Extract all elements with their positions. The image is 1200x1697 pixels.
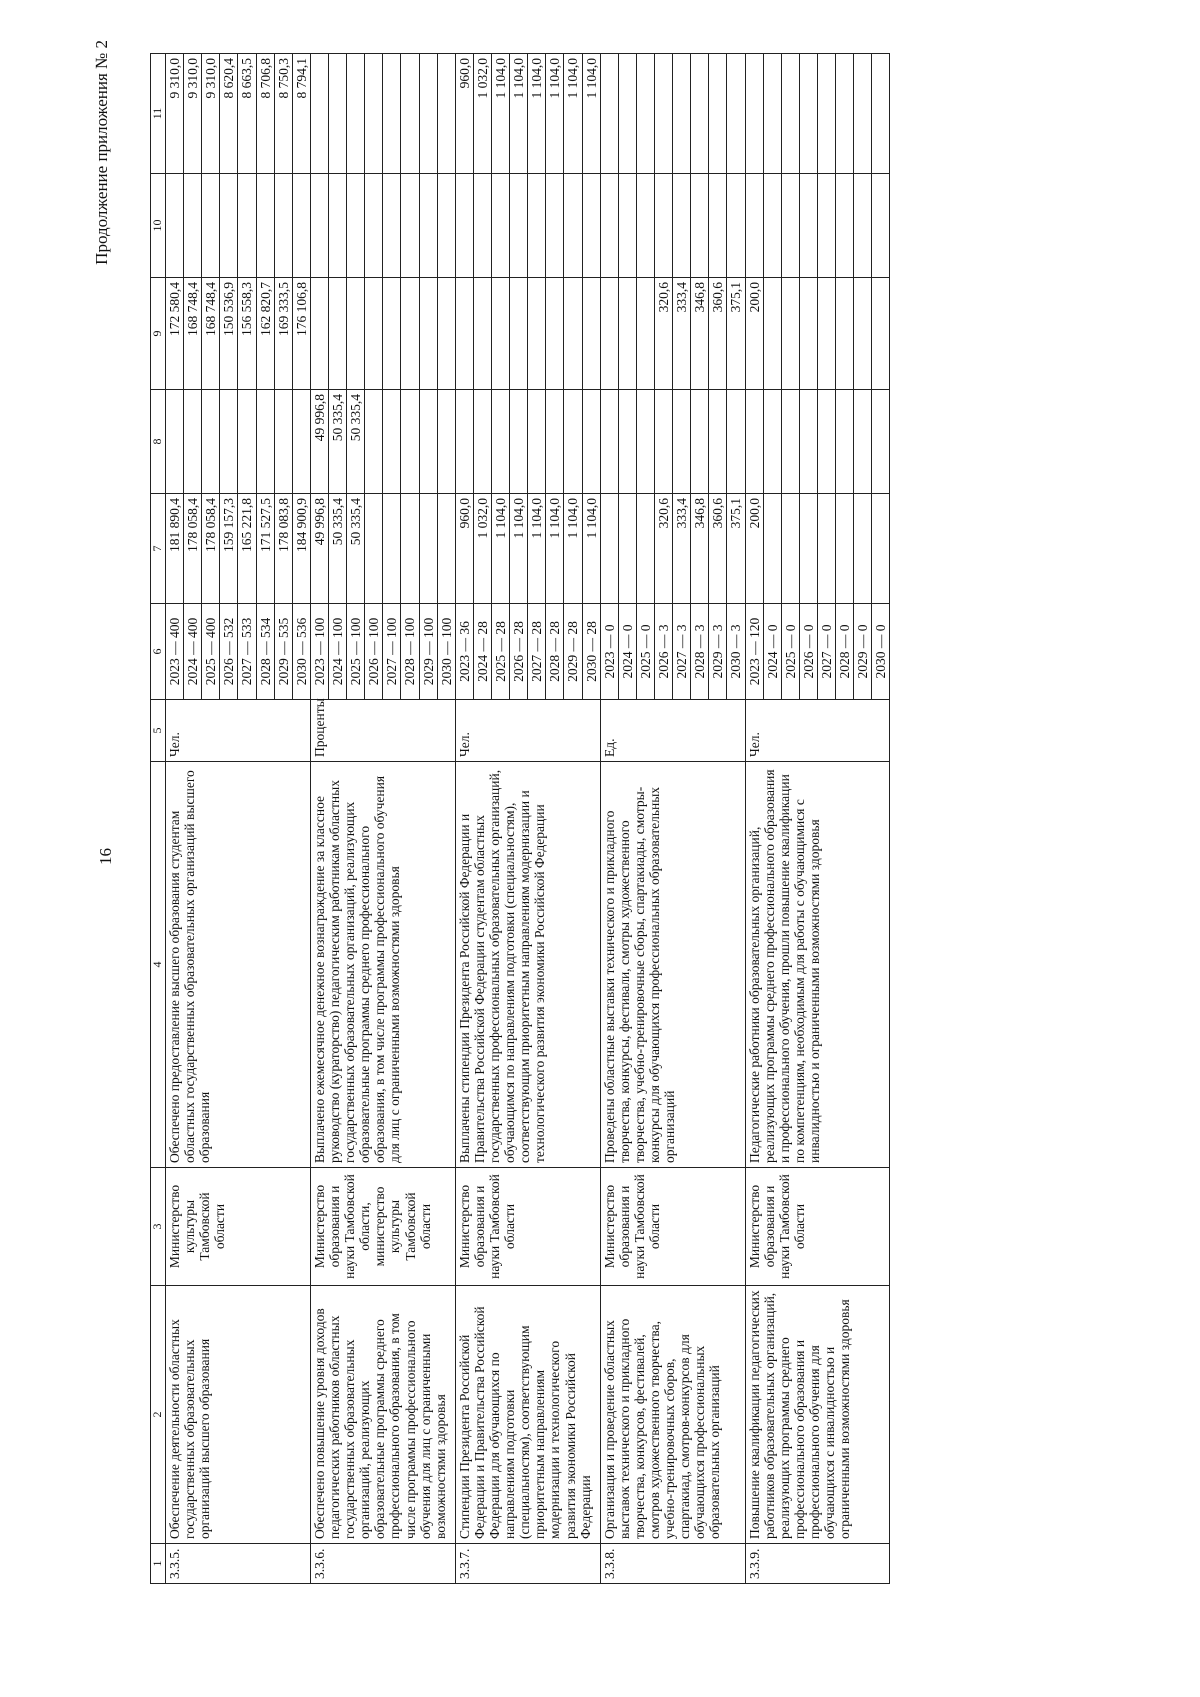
value-regional: 168 748,4 — [202, 278, 220, 390]
item-result: Обеспечено предоставление высшего образования студентам областных государственных образовательных организаций высшего образования — [166, 762, 311, 1168]
value-regional — [799, 278, 817, 390]
value-total: 1 104,0 — [546, 494, 564, 604]
year-value: 2023 — 0 — [600, 604, 618, 700]
value-total — [437, 494, 455, 604]
value-federal — [238, 390, 256, 494]
value-regional — [817, 278, 835, 390]
value-regional: 176 106,8 — [292, 278, 310, 390]
table-row — [166, 54, 184, 1584]
page-number: 16 — [96, 848, 115, 865]
value-regional — [365, 278, 383, 390]
year-value: 2023 — 400 — [166, 604, 184, 700]
value-other — [419, 54, 437, 174]
value-federal — [491, 390, 509, 494]
value-local — [401, 174, 419, 278]
value-total — [817, 494, 835, 604]
value-local — [328, 174, 346, 278]
value-local — [184, 174, 202, 278]
value-total — [401, 494, 419, 604]
column-header-9: 9 — [151, 278, 166, 390]
value-regional: 172 580,4 — [166, 278, 184, 390]
value-federal — [799, 390, 817, 494]
column-header-5: 5 — [151, 700, 166, 762]
value-federal — [184, 390, 202, 494]
column-header-8: 8 — [151, 390, 166, 494]
value-total: 960,0 — [455, 494, 473, 604]
value-federal — [166, 390, 184, 494]
value-regional — [636, 278, 654, 390]
value-federal — [673, 390, 691, 494]
value-other: 8 620,4 — [220, 54, 238, 174]
value-regional — [763, 278, 781, 390]
value-local — [473, 174, 491, 278]
value-other — [636, 54, 654, 174]
value-local — [836, 174, 854, 278]
value-local — [166, 174, 184, 278]
value-federal — [292, 390, 310, 494]
year-value: 2029 — 535 — [274, 604, 292, 700]
table-row — [745, 54, 763, 1584]
value-local — [817, 174, 835, 278]
value-regional — [347, 278, 365, 390]
value-other — [763, 54, 781, 174]
item-number: 3.3.5. — [166, 1544, 311, 1584]
value-total — [799, 494, 817, 604]
value-regional: 162 820,7 — [256, 278, 274, 390]
item-name: Стипендии Президента Российской Федерации и Правительства Российской Федерации для обучающихся по направлениям подготовки (специальностям), соответствующим приоритетным направлениям модернизации и технологического развития экономики Российской Федерации — [455, 1286, 600, 1544]
value-other: 8 663,5 — [238, 54, 256, 174]
value-other — [654, 54, 672, 174]
year-value: 2026 — 0 — [799, 604, 817, 700]
value-local — [546, 174, 564, 278]
program-table — [150, 53, 890, 1584]
value-other: 1 104,0 — [582, 54, 600, 174]
value-regional — [546, 278, 564, 390]
value-local — [383, 174, 401, 278]
value-regional — [328, 278, 346, 390]
value-federal — [654, 390, 672, 494]
value-federal — [854, 390, 872, 494]
year-value: 2027 — 3 — [673, 604, 691, 700]
value-regional: 320,6 — [654, 278, 672, 390]
year-value: 2023 — 36 — [455, 604, 473, 700]
value-federal — [564, 390, 582, 494]
item-number: 3.3.7. — [455, 1544, 600, 1584]
continuation-note: Продолжение приложения № 2 — [92, 40, 111, 265]
value-other — [618, 54, 636, 174]
value-federal — [419, 390, 437, 494]
value-federal — [473, 390, 491, 494]
year-value: 2023 — 100 — [310, 604, 328, 700]
value-total: 1 104,0 — [510, 494, 528, 604]
value-federal — [763, 390, 781, 494]
item-executor: Министерство образования и науки Тамбовской области — [600, 1168, 745, 1286]
value-local — [437, 174, 455, 278]
value-total: 50 335,4 — [347, 494, 365, 604]
value-regional: 168 748,4 — [184, 278, 202, 390]
value-federal — [510, 390, 528, 494]
column-header-6: 6 — [151, 604, 166, 700]
item-unit: Чел. — [455, 700, 600, 762]
value-federal — [636, 390, 654, 494]
value-local — [256, 174, 274, 278]
value-other: 8 706,8 — [256, 54, 274, 174]
value-regional — [491, 278, 509, 390]
value-regional: 169 333,5 — [274, 278, 292, 390]
value-regional — [455, 278, 473, 390]
item-executor: Министерство культуры Тамбовской области — [166, 1168, 311, 1286]
item-executor: Министерство образования и науки Тамбовской области — [455, 1168, 600, 1286]
value-local — [365, 174, 383, 278]
value-total: 50 335,4 — [328, 494, 346, 604]
year-value: 2025 — 28 — [491, 604, 509, 700]
year-value: 2029 — 0 — [854, 604, 872, 700]
value-federal — [745, 390, 763, 494]
value-total — [781, 494, 799, 604]
year-value: 2030 — 0 — [872, 604, 890, 700]
item-name: Обеспечение деятельности областных государственных образовательных организаций высшего образования — [166, 1286, 311, 1544]
value-other — [872, 54, 890, 174]
value-total — [636, 494, 654, 604]
value-federal — [872, 390, 890, 494]
value-total: 1 032,0 — [473, 494, 491, 604]
value-total: 1 104,0 — [582, 494, 600, 604]
year-value: 2028 — 28 — [546, 604, 564, 700]
value-local — [654, 174, 672, 278]
value-regional — [401, 278, 419, 390]
value-local — [781, 174, 799, 278]
value-regional: 333,4 — [673, 278, 691, 390]
table-row — [600, 54, 618, 1584]
value-local — [709, 174, 727, 278]
value-regional — [872, 278, 890, 390]
value-local — [691, 174, 709, 278]
year-value: 2025 — 0 — [781, 604, 799, 700]
column-header-4: 4 — [151, 762, 166, 1168]
value-federal: 50 335,4 — [347, 390, 365, 494]
item-name: Повышение квалификации педагогических работников образовательных организаций, реализующих программы среднего профессионального образования и профессионального обучения для обучающихся с инвалидностью и ограниченными возможностями здоровья — [745, 1286, 890, 1544]
value-other: 1 032,0 — [473, 54, 491, 174]
value-total: 1 104,0 — [528, 494, 546, 604]
year-value: 2028 — 0 — [836, 604, 854, 700]
year-value: 2030 — 100 — [437, 604, 455, 700]
year-value: 2030 — 3 — [727, 604, 745, 700]
item-name: Организация и проведение областных выставок технического и прикладного творчества, конкурсов, фестивалей, смотров художественного творчества, учебно-тренировочных сборов, спартакиад, смотров-конкурсов для обучающихся профессиональных образовательных организаций — [600, 1286, 745, 1544]
item-unit: Чел. — [166, 700, 311, 762]
value-local — [238, 174, 256, 278]
value-federal — [817, 390, 835, 494]
value-local — [292, 174, 310, 278]
year-value: 2026 — 532 — [220, 604, 238, 700]
value-total: 320,6 — [654, 494, 672, 604]
value-local — [202, 174, 220, 278]
value-local — [618, 174, 636, 278]
year-value: 2029 — 28 — [564, 604, 582, 700]
value-other — [727, 54, 745, 174]
value-total — [836, 494, 854, 604]
value-federal — [383, 390, 401, 494]
value-regional — [310, 278, 328, 390]
value-federal — [836, 390, 854, 494]
year-value: 2024 — 100 — [328, 604, 346, 700]
value-other: 8 794,1 — [292, 54, 310, 174]
value-local — [347, 174, 365, 278]
value-local — [636, 174, 654, 278]
year-value: 2028 — 100 — [401, 604, 419, 700]
value-total: 49 996,8 — [310, 494, 328, 604]
value-local — [763, 174, 781, 278]
value-federal — [528, 390, 546, 494]
value-federal — [781, 390, 799, 494]
value-total: 360,6 — [709, 494, 727, 604]
year-value: 2025 — 100 — [347, 604, 365, 700]
value-total — [854, 494, 872, 604]
value-total: 375,1 — [727, 494, 745, 604]
value-other: 1 104,0 — [546, 54, 564, 174]
year-value: 2027 — 0 — [817, 604, 835, 700]
year-value: 2025 — 400 — [202, 604, 220, 700]
column-header-2: 2 — [151, 1286, 166, 1544]
value-regional: 200,0 — [745, 278, 763, 390]
year-value: 2030 — 536 — [292, 604, 310, 700]
value-other — [691, 54, 709, 174]
value-regional — [383, 278, 401, 390]
year-value: 2025 — 0 — [636, 604, 654, 700]
value-local — [528, 174, 546, 278]
value-federal — [220, 390, 238, 494]
value-local — [491, 174, 509, 278]
item-number: 3.3.9. — [745, 1544, 890, 1584]
column-header-10: 10 — [151, 174, 166, 278]
value-other — [383, 54, 401, 174]
value-federal — [274, 390, 292, 494]
value-regional — [437, 278, 455, 390]
value-federal — [401, 390, 419, 494]
item-unit: Чел. — [745, 700, 890, 762]
item-unit: Проценты — [310, 700, 455, 762]
value-total: 184 900,9 — [292, 494, 310, 604]
value-total — [763, 494, 781, 604]
table-row — [455, 54, 473, 1584]
value-total: 171 527,5 — [256, 494, 274, 604]
year-value: 2027 — 28 — [528, 604, 546, 700]
item-unit: Ед. — [600, 700, 745, 762]
value-federal — [727, 390, 745, 494]
value-local — [600, 174, 618, 278]
year-value: 2027 — 100 — [383, 604, 401, 700]
column-header-1: 1 — [151, 1544, 166, 1584]
value-other — [401, 54, 419, 174]
item-result: Педагогические работники образовательных организаций, реализующих программы среднего профессионального образования и профессионального обучения, прошли повышение квалификации по компетенциям, необходимым для работы с обучающимися с инвалидностью и ограниченными возможностями здоровья — [745, 762, 890, 1168]
year-value: 2024 — 400 — [184, 604, 202, 700]
year-value: 2023 — 120 — [745, 604, 763, 700]
value-other: 9 310,0 — [202, 54, 220, 174]
value-regional — [528, 278, 546, 390]
value-regional — [582, 278, 600, 390]
value-federal — [618, 390, 636, 494]
value-local — [564, 174, 582, 278]
value-federal — [256, 390, 274, 494]
year-value: 2024 — 0 — [618, 604, 636, 700]
year-value: 2026 — 100 — [365, 604, 383, 700]
value-federal — [365, 390, 383, 494]
value-federal — [691, 390, 709, 494]
value-other: 1 104,0 — [510, 54, 528, 174]
value-federal: 49 996,8 — [310, 390, 328, 494]
value-federal — [600, 390, 618, 494]
value-regional: 346,8 — [691, 278, 709, 390]
value-local — [745, 174, 763, 278]
value-regional: 150 536,9 — [220, 278, 238, 390]
value-federal — [202, 390, 220, 494]
value-other — [310, 54, 328, 174]
value-federal — [582, 390, 600, 494]
item-number: 3.3.6. — [310, 1544, 455, 1584]
value-other: 9 310,0 — [166, 54, 184, 174]
value-local — [673, 174, 691, 278]
item-executor: Министерство образования и науки Тамбовской области — [745, 1168, 890, 1286]
item-result: Проведены областные выставки технического и прикладного творчества, конкурсы, фестивали, смотры художественного творчества, учебно-тренировочные сборы, спартакиады, смотры-конкурсы для обучающихся профессиональных образовательных организаций — [600, 762, 745, 1168]
value-federal: 50 335,4 — [328, 390, 346, 494]
value-regional: 375,1 — [727, 278, 745, 390]
year-value: 2026 — 28 — [510, 604, 528, 700]
value-local — [727, 174, 745, 278]
value-total — [618, 494, 636, 604]
value-regional — [510, 278, 528, 390]
value-other: 1 104,0 — [564, 54, 582, 174]
item-name: Обеспечено повышение уровня доходов педагогических работников областных государственных образовательных организаций, реализующих образовательные программы среднего профессионального образования, в том числе программы профессионального обучения для лиц с ограниченными возможностями здоровья — [310, 1286, 455, 1544]
value-regional: 156 558,3 — [238, 278, 256, 390]
value-local — [582, 174, 600, 278]
value-total: 178 058,4 — [184, 494, 202, 604]
value-other — [365, 54, 383, 174]
year-value: 2024 — 0 — [763, 604, 781, 700]
value-local — [872, 174, 890, 278]
value-local — [274, 174, 292, 278]
value-regional — [473, 278, 491, 390]
year-value: 2026 — 3 — [654, 604, 672, 700]
value-other — [854, 54, 872, 174]
value-total — [365, 494, 383, 604]
value-local — [510, 174, 528, 278]
value-other — [328, 54, 346, 174]
value-other — [799, 54, 817, 174]
value-other: 960,0 — [455, 54, 473, 174]
year-value: 2029 — 3 — [709, 604, 727, 700]
value-federal — [455, 390, 473, 494]
value-total — [383, 494, 401, 604]
value-total: 346,8 — [691, 494, 709, 604]
value-total: 1 104,0 — [491, 494, 509, 604]
value-total: 181 890,4 — [166, 494, 184, 604]
value-federal — [709, 390, 727, 494]
value-total: 165 221,8 — [238, 494, 256, 604]
column-header-11: 11 — [151, 54, 166, 174]
value-other — [347, 54, 365, 174]
year-value: 2027 — 533 — [238, 604, 256, 700]
year-value: 2028 — 534 — [256, 604, 274, 700]
value-other: 1 104,0 — [528, 54, 546, 174]
value-regional — [564, 278, 582, 390]
value-other: 1 104,0 — [491, 54, 509, 174]
value-total — [419, 494, 437, 604]
value-total — [600, 494, 618, 604]
value-local — [419, 174, 437, 278]
value-total: 178 058,4 — [202, 494, 220, 604]
table-header-row — [151, 54, 166, 1584]
value-federal — [546, 390, 564, 494]
value-regional — [419, 278, 437, 390]
value-local — [455, 174, 473, 278]
value-total — [872, 494, 890, 604]
value-total: 178 083,8 — [274, 494, 292, 604]
table-row — [310, 54, 328, 1584]
year-value: 2030 — 28 — [582, 604, 600, 700]
value-total: 333,4 — [673, 494, 691, 604]
value-other — [781, 54, 799, 174]
value-other — [836, 54, 854, 174]
value-regional: 360,6 — [709, 278, 727, 390]
value-other — [709, 54, 727, 174]
value-other — [673, 54, 691, 174]
value-local — [310, 174, 328, 278]
value-federal — [437, 390, 455, 494]
item-number: 3.3.8. — [600, 1544, 745, 1584]
value-other — [600, 54, 618, 174]
item-executor: Министерство образования и науки Тамбовской области, министерство культуры Тамбовской области — [310, 1168, 455, 1286]
value-local — [799, 174, 817, 278]
value-local — [854, 174, 872, 278]
year-value: 2029 — 100 — [419, 604, 437, 700]
value-regional — [836, 278, 854, 390]
value-other — [437, 54, 455, 174]
value-regional — [781, 278, 799, 390]
value-other: 8 750,3 — [274, 54, 292, 174]
value-total: 159 157,3 — [220, 494, 238, 604]
value-other: 9 310,0 — [184, 54, 202, 174]
value-regional — [854, 278, 872, 390]
column-header-3: 3 — [151, 1168, 166, 1286]
item-result: Выплачены стипендии Президента Российской Федерации и Правительства Российской Федерации студентам областных государственных профессиональных образовательных организаций, обучающимся по направлениям подготовки (специальностям), соответствующим приоритетным направлениям модернизации и технологического развития экономики Российской Федерации — [455, 762, 600, 1168]
year-value: 2028 — 3 — [691, 604, 709, 700]
value-regional — [600, 278, 618, 390]
value-total: 1 104,0 — [564, 494, 582, 604]
value-local — [220, 174, 238, 278]
value-other — [817, 54, 835, 174]
value-regional — [618, 278, 636, 390]
value-total: 200,0 — [745, 494, 763, 604]
year-value: 2024 — 28 — [473, 604, 491, 700]
value-other — [745, 54, 763, 174]
item-result: Выплачено ежемесячное денежное вознаграждение за классное руководство (кураторство) педагогическим работникам областных государственных образовательных организаций, реализующих образовательные программы среднего профессионального образования, в том числе программы профессионального обучения для лиц с ограниченными возможностями здоровья — [310, 762, 455, 1168]
column-header-7: 7 — [151, 494, 166, 604]
